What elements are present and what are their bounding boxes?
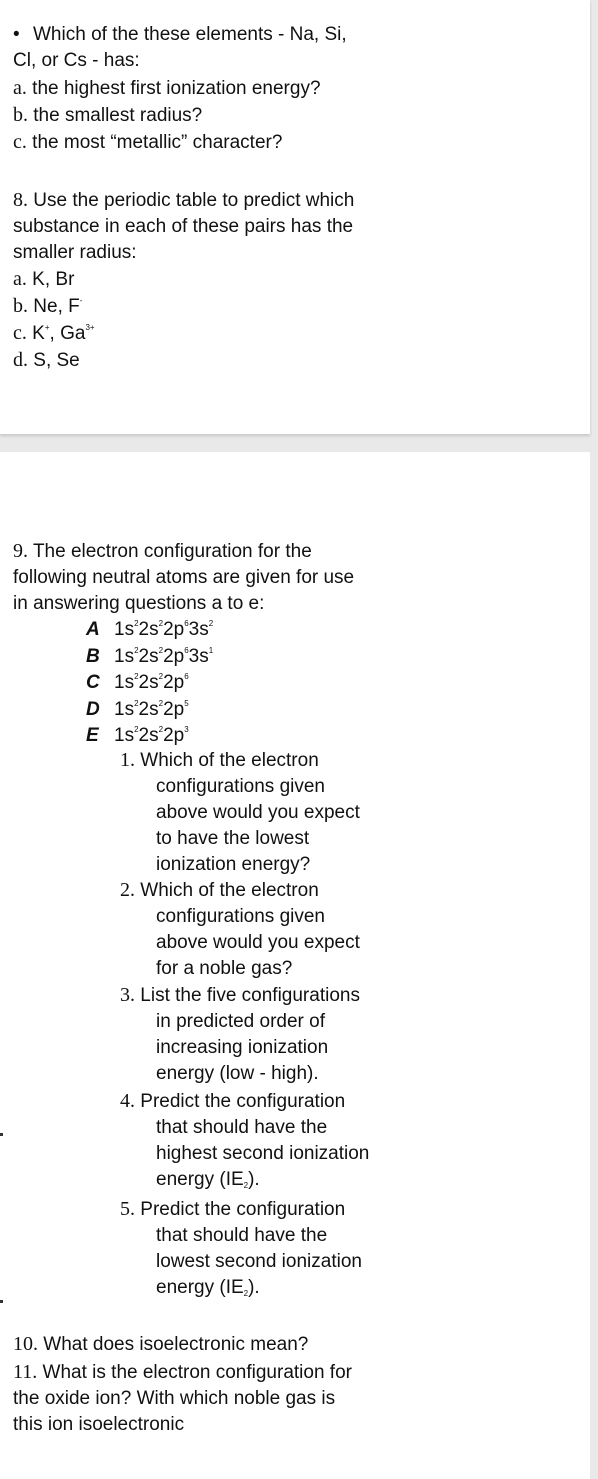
intro-question	[13, 22, 347, 156]
q11-line-3: this ion isoelectronic	[13, 1414, 185, 1435]
electron-count: 2	[134, 672, 139, 681]
q8-pair-c-ga: , Ga	[49, 323, 86, 344]
orbital: 2s	[138, 645, 159, 667]
sub-question-text: highest second ionization	[156, 1143, 370, 1164]
question-8	[13, 187, 354, 374]
charge-superscript: -	[79, 296, 83, 305]
intro-item-c: the most “metallic” character?	[32, 132, 283, 153]
sub-question-2	[120, 877, 360, 982]
sub-question-text: Which of the electron	[140, 880, 319, 901]
electron-count: 5	[184, 698, 189, 708]
orbital: 1s	[114, 698, 135, 720]
q9-line-3: in answering questions a to e:	[13, 593, 265, 614]
sub-question-number: 1.	[120, 749, 135, 771]
edge-mark	[0, 1133, 3, 1136]
question-number: 10.	[13, 1333, 38, 1355]
electron-count: 2	[158, 698, 164, 708]
q11-line-1: What is the electron configuration for	[42, 1362, 352, 1383]
subscript: 2	[243, 1289, 249, 1298]
orbital: 2p	[163, 645, 185, 667]
orbital: 3s	[188, 619, 209, 640]
config-row-a	[86, 617, 213, 644]
config-row-d	[86, 697, 213, 724]
orbital: 1s	[114, 672, 135, 693]
item-label: d.	[13, 349, 28, 371]
electron-count: 2	[158, 725, 164, 734]
config-row-c	[86, 670, 213, 697]
item-label: b.	[13, 104, 28, 126]
item-label: a.	[13, 77, 27, 99]
subscript: 2	[243, 1181, 249, 1190]
orbital: 1s	[114, 725, 135, 746]
sub-question-text: for a noble gas?	[156, 958, 293, 979]
top-card	[0, 0, 590, 434]
orbital: 1s	[114, 645, 135, 667]
q8-pair-b: Ne, F	[33, 296, 80, 317]
config-letter: C	[86, 672, 100, 693]
charge-superscript: +	[44, 323, 50, 332]
sub-question-text: ).	[248, 1169, 260, 1190]
orbital: 2p	[163, 672, 185, 693]
sub-question-number: 5.	[120, 1198, 135, 1220]
bullet-icon: •	[13, 24, 20, 45]
config-letter: D	[86, 698, 100, 720]
orbital: 2p	[163, 619, 185, 640]
sub-question-4	[120, 1088, 369, 1193]
sub-question-text: above would you expect	[156, 802, 360, 823]
config-letter: B	[86, 645, 100, 667]
electron-count: 6	[184, 645, 189, 655]
sub-question-text: energy (low - high).	[156, 1063, 319, 1084]
q8-pair-c-k: K	[32, 323, 45, 344]
config-row-b	[86, 644, 213, 671]
electron-count: 2	[158, 619, 164, 628]
intro-line-1: Which of the these elements - Na, Si,	[33, 24, 347, 45]
sub-question-number: 2.	[120, 879, 135, 901]
orbital: 2s	[138, 619, 159, 640]
intro-line-2: Cl, or Cs - has:	[13, 50, 140, 71]
q8-pair-a: K, Br	[32, 269, 75, 290]
orbital: 2s	[138, 672, 159, 693]
sub-question-text: ionization energy?	[156, 854, 311, 875]
electron-count: 2	[134, 645, 139, 655]
sub-question-1	[120, 747, 360, 878]
electron-count: 2	[134, 619, 139, 628]
sub-question-text: Predict the configuration	[140, 1199, 346, 1220]
sub-question-text: List the five configurations	[140, 985, 360, 1006]
orbital: 2s	[138, 725, 159, 746]
sub-question-text: in predicted order of	[156, 1011, 325, 1032]
electron-count: 3	[184, 725, 189, 734]
item-label: c.	[13, 322, 27, 344]
sub-question-text: ).	[248, 1277, 260, 1298]
orbital: 2s	[138, 698, 159, 720]
electron-count: 2	[158, 672, 164, 681]
sub-question-number: 4.	[120, 1090, 135, 1112]
sub-question-number: 3.	[120, 984, 135, 1006]
charge-superscript: 3+	[85, 323, 95, 332]
sub-question-text: that should have the	[156, 1225, 328, 1246]
q8-line-3: smaller radius:	[13, 242, 137, 263]
q8-line-1: Use the periodic table to predict which	[33, 190, 355, 211]
electron-count: 6	[184, 672, 189, 681]
electron-count: 2	[208, 619, 214, 628]
electron-count: 2	[158, 645, 164, 655]
config-row-e	[86, 723, 213, 750]
electron-count: 6	[184, 619, 189, 628]
question-9	[13, 538, 354, 617]
electron-count: 1	[208, 645, 214, 655]
q11-line-2: the oxide ion? With which noble gas is	[13, 1388, 336, 1409]
intro-item-a: the highest first ionization energy?	[32, 78, 321, 99]
orbital: 2p	[163, 725, 185, 746]
sub-question-5	[120, 1196, 362, 1301]
electron-count: 2	[134, 725, 139, 734]
electron-count: 2	[134, 698, 139, 708]
item-label: c.	[13, 131, 27, 153]
question-11	[13, 1359, 352, 1438]
question-number: 8.	[13, 189, 28, 211]
sub-question-text: increasing ionization	[156, 1037, 329, 1058]
sub-question-text: configurations given	[156, 906, 325, 927]
question-10	[13, 1331, 308, 1358]
q9-line-2: following neutral atoms are given for use	[13, 567, 355, 588]
configuration-list	[86, 617, 213, 750]
q9-line-1: The electron configuration for the	[32, 541, 312, 562]
sub-question-text: Predict the configuration	[140, 1091, 346, 1112]
orbital: 3s	[188, 645, 209, 667]
sub-question-text: configurations given	[156, 776, 325, 797]
sub-question-text: energy (IE	[156, 1277, 244, 1298]
question-number: 11.	[13, 1361, 38, 1383]
sub-question-text: lowest second ionization	[156, 1251, 362, 1272]
edge-mark	[0, 1300, 3, 1303]
orbital: 1s	[114, 619, 135, 640]
sub-question-text: to have the lowest	[156, 828, 310, 849]
q8-line-2: substance in each of these pairs has the	[13, 216, 354, 237]
sub-question-text: Which of the electron	[140, 750, 319, 771]
intro-item-b: the smallest radius?	[33, 105, 203, 126]
sub-question-3	[120, 982, 360, 1087]
question-number: 9.	[13, 540, 28, 562]
orbital: 2p	[163, 698, 185, 720]
config-letter: E	[86, 725, 99, 746]
item-label: a.	[13, 268, 27, 290]
config-letter: A	[86, 619, 100, 640]
q8-pair-d: S, Se	[33, 350, 80, 371]
sub-question-text: energy (IE	[156, 1169, 244, 1190]
sub-question-text: above would you expect	[156, 932, 360, 953]
sub-question-text: that should have the	[156, 1117, 328, 1138]
item-label: b.	[13, 295, 28, 317]
q10-text: What does isoelectronic mean?	[43, 1334, 309, 1355]
